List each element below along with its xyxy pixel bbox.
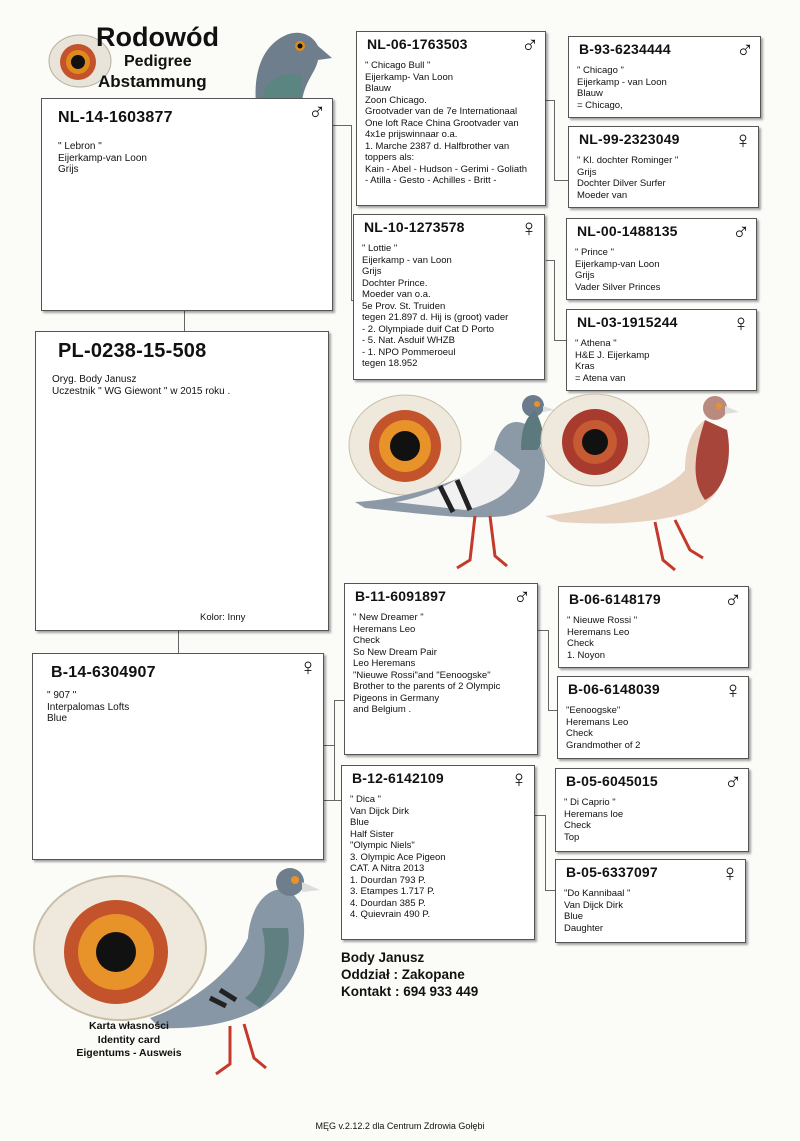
- ring-number: NL-99-2323049: [579, 131, 680, 147]
- footer-version: MĘG v.2.12.2 dla Centrum Zdrowia Gołębi: [315, 1121, 485, 1131]
- pedigree-card-dd-dam[interactable]: [555, 859, 746, 943]
- connector-line: [545, 890, 555, 891]
- connector-line: [184, 311, 185, 331]
- pigeon-details: " Dica " Van Dijck Dirk Blue Half Sister "Olympic Niels" 3. Olympic Ace Pigeon CAT. A Nitra 2013 1. Dourdan 793 P. 3. Etampes 1.717 P. 4. Dourdan 385 P. 4. Quievrain 490 P.: [350, 794, 446, 920]
- connector-line: [351, 125, 352, 300]
- pigeon-details: " Nieuwe Rossi " Heremans Leo Check 1. Noyon: [567, 615, 638, 661]
- pigeon-details: " Athena " H&E J. Eijerkamp Kras = Atena van: [575, 338, 650, 384]
- connector-line: [546, 260, 554, 261]
- card-caption-de: Eigentums - Ausweis: [76, 1047, 182, 1059]
- male-icon: ♂: [521, 32, 539, 59]
- male-icon: ♂: [736, 37, 754, 64]
- male-icon: ♂: [724, 769, 742, 796]
- pedigree-card-ss-dam[interactable]: [568, 126, 759, 208]
- male-icon: ♂: [732, 219, 750, 246]
- connector-line: [538, 630, 548, 631]
- pigeon-details: " Di Caprio " Heremans loe Check Top: [564, 797, 624, 843]
- connector-line: [334, 700, 335, 800]
- ring-number: B-12-6142109: [352, 770, 444, 786]
- ring-number: B-14-6304907: [51, 664, 156, 681]
- male-icon: ♂: [513, 584, 531, 611]
- card-caption-en: Identity card: [97, 1034, 161, 1046]
- owner-branch: Oddział : Zakopane: [341, 967, 465, 982]
- pedigree-card-subject[interactable]: [35, 331, 329, 631]
- pedigree-card-dam-dam[interactable]: [341, 765, 535, 940]
- connector-line: [554, 180, 568, 181]
- female-icon: ♀: [510, 766, 528, 793]
- male-icon: ♂: [308, 99, 326, 126]
- pedigree-card-sd-dam[interactable]: [566, 309, 757, 391]
- ring-number: B-05-6337097: [566, 864, 658, 880]
- female-icon: ♀: [734, 127, 752, 154]
- ring-number: PL-0238-15-508: [58, 340, 207, 362]
- pigeon-details: " Chicago Bull " Eijerkamp- Van Loon Blauw Zoon Chicago. Grootvader van de 7e Internationaal One loft Race China Grootvader van 4x1e prijswinnaar o.a. 1. Marche 2387 d. Halfbrother van toppers als: Kain - Abel - Hudson - Gerimi - Goliath - Atilla - Gesto - Achilles - Britt -: [365, 60, 528, 186]
- pigeon-details: " 907 " Interpalomas Lofts Blue: [47, 690, 130, 724]
- page-subtitle-de: Abstammung: [98, 72, 207, 91]
- pigeon-details: " Lottie " Eijerkamp - van Loon Grijs Dochter Prince. Moeder van o.a. 5e Prov. St. Truiden tegen 21.897 d. Hij is (groot) vader - 2. Olympiade duif Cat D Porto - 5. Nat. Asduif WHZB - 1. NPO Pommeroeul tegen 18.952: [362, 243, 509, 369]
- pigeon-details: Oryg. Body Janusz Uczestnik " WG Giewont " w 2015 roku .: [52, 374, 231, 397]
- pigeon-photos: [345, 390, 755, 585]
- owner-name: Body Janusz: [341, 950, 425, 965]
- male-icon: ♂: [724, 587, 742, 614]
- ring-number: B-11-6091897: [355, 588, 447, 604]
- connector-line: [334, 700, 344, 701]
- connector-line: [545, 815, 546, 890]
- page-subtitle-en: Pedigree: [124, 53, 192, 70]
- large-eye-icon: [34, 876, 206, 1020]
- card-caption-pl: Karta własności: [89, 1020, 169, 1032]
- pigeon-details: " Prince " Eijerkamp-van Loon Grijs Vader Silver Princes: [575, 247, 661, 293]
- ring-number: NL-03-1915244: [577, 314, 678, 330]
- ring-number: NL-14-1603877: [58, 109, 173, 126]
- ring-number: NL-06-1763503: [367, 36, 468, 52]
- owner-contact: Kontakt : 694 933 449: [341, 984, 479, 999]
- pigeon-details: " Lebron " Eijerkamp-van Loon Grijs: [58, 141, 147, 175]
- pedigree-card-sd-sire[interactable]: [566, 218, 757, 300]
- pigeon-details: "Do Kannibaal " Van Dijck Dirk Blue Daughter: [564, 888, 631, 934]
- page-title: Rodowód: [96, 22, 219, 52]
- pedigree-card-sire[interactable]: [41, 98, 333, 311]
- connector-line: [554, 260, 555, 340]
- connector-line: [333, 125, 351, 126]
- female-icon: ♀: [724, 677, 742, 704]
- color-label: Kolor: Inny: [200, 612, 246, 623]
- pedigree-card-dam-sire[interactable]: [344, 583, 538, 755]
- connector-line: [548, 630, 549, 710]
- pigeon-details: " Chicago " Eijerkamp - van Loon Blauw = Chicago,: [577, 65, 667, 111]
- ring-number: NL-00-1488135: [577, 223, 678, 239]
- female-icon: ♀: [721, 860, 739, 887]
- pigeon-details: "Eenoogske" Heremans Leo Check Grandmother of 2: [566, 705, 641, 751]
- female-icon: ♀: [299, 654, 317, 681]
- ring-number: B-06-6148179: [569, 591, 661, 607]
- pigeon-details: " Kl. dochter Rominger " Grijs Dochter Dilver Surfer Moeder van: [577, 155, 679, 201]
- pedigree-card-ds-sire[interactable]: [558, 586, 749, 668]
- female-icon: ♀: [520, 215, 538, 242]
- ring-number: B-06-6148039: [568, 681, 660, 697]
- connector-line: [546, 100, 554, 101]
- ring-number: B-93-6234444: [579, 41, 671, 57]
- red-eye-closeup-icon: [541, 394, 649, 486]
- connector-line: [324, 745, 334, 746]
- pigeon-head-icon: [246, 26, 336, 102]
- pedigree-card-ds-dam[interactable]: [557, 676, 749, 759]
- pigeon-details: " New Dreamer " Heremans Leo Check So New Dream Pair Leo Heremans "Nieuwe Rossi"and "Eenoogske" Brother to the parents of 2 Olympic Pigeons in Germany and Belgium .: [353, 612, 501, 715]
- ring-number: B-05-6045015: [566, 773, 658, 789]
- connector-line: [554, 100, 555, 180]
- pedigree-card-dam[interactable]: [32, 653, 324, 860]
- ring-number: NL-10-1273578: [364, 219, 465, 235]
- eye-closeup-icon: [349, 395, 461, 495]
- connector-line: [178, 631, 179, 653]
- pedigree-card-sire-sire[interactable]: [356, 31, 546, 206]
- pedigree-card-dd-sire[interactable]: [555, 768, 749, 852]
- pedigree-card-sire-dam[interactable]: [353, 214, 545, 380]
- pedigree-card-ss-sire[interactable]: [568, 36, 761, 118]
- connector-line: [535, 815, 545, 816]
- female-icon: ♀: [732, 310, 750, 337]
